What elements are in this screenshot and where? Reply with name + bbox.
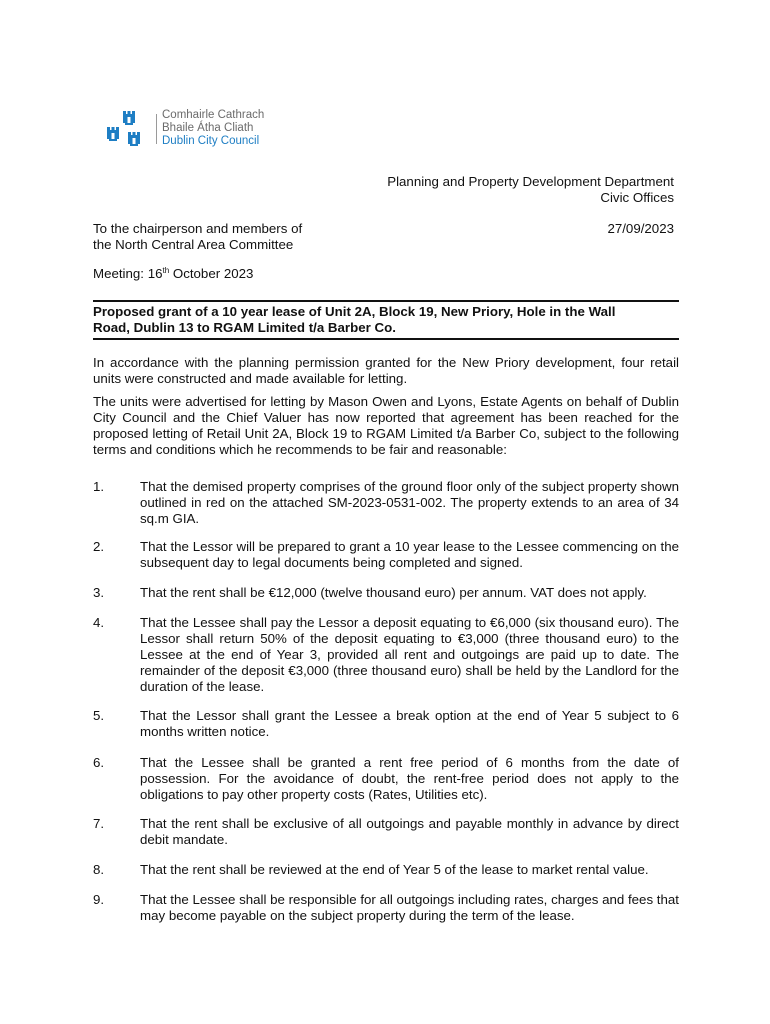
logo-line-english: Dublin City Council xyxy=(162,135,260,147)
logo-line-irish-2: Bhaile Átha Cliath xyxy=(162,122,254,134)
list-number: 3. xyxy=(93,585,105,600)
recipient-line-2: the North Central Area Committee xyxy=(93,237,294,252)
meeting-date xyxy=(93,266,253,282)
list-number: 2. xyxy=(93,539,105,554)
meeting-suffix: October 2023 xyxy=(169,266,254,281)
dublin-city-council-logo xyxy=(106,108,276,150)
list-number: 1. xyxy=(93,479,105,494)
recipient-line-1: To the chairperson and members of xyxy=(93,221,303,236)
letter-date: 27/09/2023 xyxy=(607,221,674,236)
list-text: That the rent shall be reviewed at the end of Year 5 of the lease to market rental value. xyxy=(140,862,649,877)
list-text: That the demised property comprises of the ground floor only of the subject property shown outlined in red on the attached SM-2023-0531-002. The property extends to an area of 34 sq.m GIA. xyxy=(140,479,679,526)
subject-heading xyxy=(93,300,679,340)
department-address xyxy=(387,174,674,206)
list-number: 8. xyxy=(93,862,105,877)
letting-paragraph: The units were advertised for letting by Mason Owen and Lyons, Estate Agents on behalf of Dublin City Council and the Chief Valuer has now reported that agreement has been reached for the proposed letting of Retail Unit 2A, Block 19 to RGAM Limited t/a Barber Co, subject to the following terms and conditions which he recommends to be fair and reasonable: xyxy=(93,394,679,457)
recipient xyxy=(93,221,302,253)
office-name: Civic Offices xyxy=(600,190,674,205)
list-text: That the Lessee shall be granted a rent free period of 6 months from the date of possession. For the avoidance of doubt, the rent-free period does not apply to the obligations to pay other property costs (Rates, Utilities etc). xyxy=(140,755,679,802)
three-castles-icon xyxy=(106,108,152,148)
list-text: That the Lessee shall pay the Lessor a deposit equating to €6,000 (six thousand euro). The Lessor shall return 50% of the deposit equating to €3,000 (three thousand euro) to the Lessee at the end of Year 3, provided all rent and outgoings are paid up to date. The remainder of the deposit €3,000 (three thousand euro) shall be held by the Landlord for the duration of the lease. xyxy=(140,615,679,694)
list-number: 6. xyxy=(93,755,105,770)
list-text: That the Lessor shall grant the Lessee a break option at the end of Year 5 subject to 6 months written notice. xyxy=(140,708,679,739)
subject-line-2: Road, Dublin 13 to RGAM Limited t/a Barber Co. xyxy=(93,320,396,335)
subject-line-1: Proposed grant of a 10 year lease of Unit 2A, Block 19, New Priory, Hole in the Wall xyxy=(93,304,616,319)
list-number: 5. xyxy=(93,708,105,723)
department-name: Planning and Property Development Department xyxy=(387,174,674,189)
logo-divider xyxy=(156,114,157,144)
list-text: That the Lessor will be prepared to grant a 10 year lease to the Lessee commencing on the subsequent day to legal documents being completed and signed. xyxy=(140,539,679,570)
logo-line-irish-1: Comhairle Cathrach xyxy=(162,109,265,121)
list-number: 4. xyxy=(93,615,105,630)
logo-text xyxy=(162,109,264,148)
list-number: 9. xyxy=(93,892,105,907)
intro-paragraph: In accordance with the planning permission granted for the New Priory development, four retail units were constructed and made available for letting. xyxy=(93,355,679,386)
list-number: 7. xyxy=(93,816,105,831)
list-text: That the rent shall be €12,000 (twelve thousand euro) per annum. VAT does not apply. xyxy=(140,585,647,600)
list-text: That the rent shall be exclusive of all outgoings and payable monthly in advance by direct debit mandate. xyxy=(140,816,679,847)
list-text: That the Lessee shall be responsible for all outgoings including rates, charges and fees that may become payable on the subject property during the term of the lease. xyxy=(140,892,679,923)
meeting-ordinal: th xyxy=(162,266,170,275)
meeting-prefix: Meeting: 16 xyxy=(93,266,163,281)
